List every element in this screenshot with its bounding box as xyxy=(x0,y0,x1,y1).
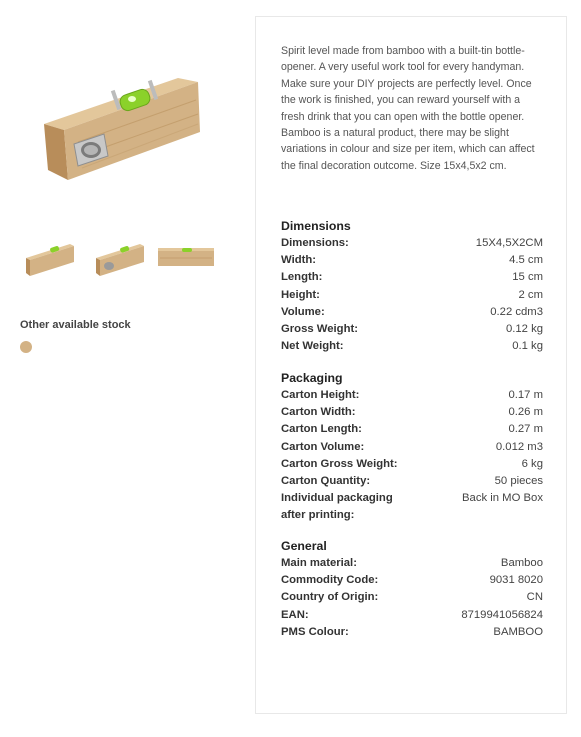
general-list xyxy=(281,555,543,641)
spec-value: Bamboo xyxy=(500,557,543,569)
spec-label: EAN: xyxy=(281,608,309,621)
product-description: Spirit level made from bamboo with a built-tin bottle-opener. A very useful work tool for every handyman. Make sure your DIY projects are perfectly level. Once the work is finished, you can reward yourself with a fresh drink that you can open with the bottle opener. Bamboo is a natural product, there may be slight variations in colour and size per item, which can affect the final decoration outcome. Size 15x4,5x2 cm. xyxy=(281,45,535,172)
spec-value: 0.12 kg xyxy=(505,323,543,336)
spec-row xyxy=(281,624,543,641)
spec-value: 4.5 cm xyxy=(509,254,543,267)
spec-value: 9031 8020 xyxy=(489,574,543,587)
dimensions-list xyxy=(281,235,543,355)
spec-row xyxy=(281,321,543,338)
spec-label: Commodity Code: xyxy=(281,574,379,587)
spec-row xyxy=(281,252,543,269)
spec-value: 15X4,5X2CM xyxy=(475,237,543,249)
packaging-section xyxy=(281,369,543,525)
spec-label: Carton Quantity: xyxy=(281,475,371,488)
spec-value: 50 pieces xyxy=(494,475,543,488)
spirit-level-bottle-opener-image[interactable] xyxy=(28,52,224,192)
spec-value: 0.17 m xyxy=(508,389,543,401)
spec-row xyxy=(281,404,543,421)
spec-row xyxy=(281,338,543,355)
spec-label: Individual packaging after printing: xyxy=(281,492,393,522)
general-title: General xyxy=(281,539,327,553)
spec-row xyxy=(281,235,543,252)
color-swatch-bamboo[interactable] xyxy=(20,341,32,353)
spec-label: Carton Height: xyxy=(281,389,360,401)
spec-label: Country of Origin: xyxy=(281,591,379,604)
spec-row xyxy=(281,387,543,404)
spec-value: 0.1 kg xyxy=(512,340,543,353)
spec-label: Length: xyxy=(281,271,323,284)
spec-label: Carton Gross Weight: xyxy=(281,457,398,470)
spec-row xyxy=(281,287,543,304)
spec-value: 6 kg xyxy=(521,457,543,470)
spec-value: BAMBOO xyxy=(493,625,543,638)
spec-label: Net Weight: xyxy=(281,340,344,353)
spec-row xyxy=(281,456,543,473)
dimensions-section xyxy=(281,217,543,355)
spirit-level-thumb-side-icon[interactable] xyxy=(156,236,220,282)
spec-label: Carton Width: xyxy=(281,406,356,419)
spec-value: Back in MO Box xyxy=(462,492,543,505)
spec-value: 15 cm xyxy=(512,271,543,284)
dimensions-title: Dimensions xyxy=(281,219,351,233)
spec-value: 0.26 m xyxy=(508,406,543,419)
spec-row xyxy=(281,607,543,624)
packaging-title: Packaging xyxy=(281,371,343,385)
packaging-list xyxy=(281,387,543,525)
spirit-level-thumb-opener-icon[interactable] xyxy=(88,236,152,282)
spec-label: Width: xyxy=(281,254,317,267)
spec-label: Height: xyxy=(281,288,320,301)
spec-value: CN xyxy=(526,591,543,604)
spec-label: Main material: xyxy=(281,557,357,569)
spec-label: Dimensions: xyxy=(281,237,349,249)
spec-label: Volume: xyxy=(281,305,325,318)
spec-value: 2 cm xyxy=(518,288,543,301)
spec-value: 0.22 cdm3 xyxy=(490,305,543,318)
product-details-panel xyxy=(255,16,567,714)
other-stock-title: Other available stock xyxy=(20,319,131,331)
spec-row xyxy=(281,421,543,438)
general-section xyxy=(281,537,543,641)
thumbnail-strip xyxy=(20,236,224,282)
spec-row xyxy=(281,473,543,490)
spec-value: 0.27 m xyxy=(508,423,543,436)
spirit-level-thumb-angle-icon[interactable] xyxy=(20,236,84,282)
spec-label: Gross Weight: xyxy=(281,323,358,336)
product-gallery xyxy=(0,0,250,737)
spec-row xyxy=(281,490,543,524)
spec-value: 8719941056824 xyxy=(461,608,543,621)
spec-label: Carton Length: xyxy=(281,423,362,436)
spec-label: Carton Volume: xyxy=(281,440,365,453)
spec-row xyxy=(281,439,543,456)
spec-row xyxy=(281,572,543,589)
spec-row xyxy=(281,589,543,606)
spec-label: PMS Colour: xyxy=(281,625,349,638)
spec-row xyxy=(281,304,543,321)
spec-row xyxy=(281,269,543,286)
spec-row xyxy=(281,555,543,572)
spec-value: 0.012 m3 xyxy=(495,440,543,453)
